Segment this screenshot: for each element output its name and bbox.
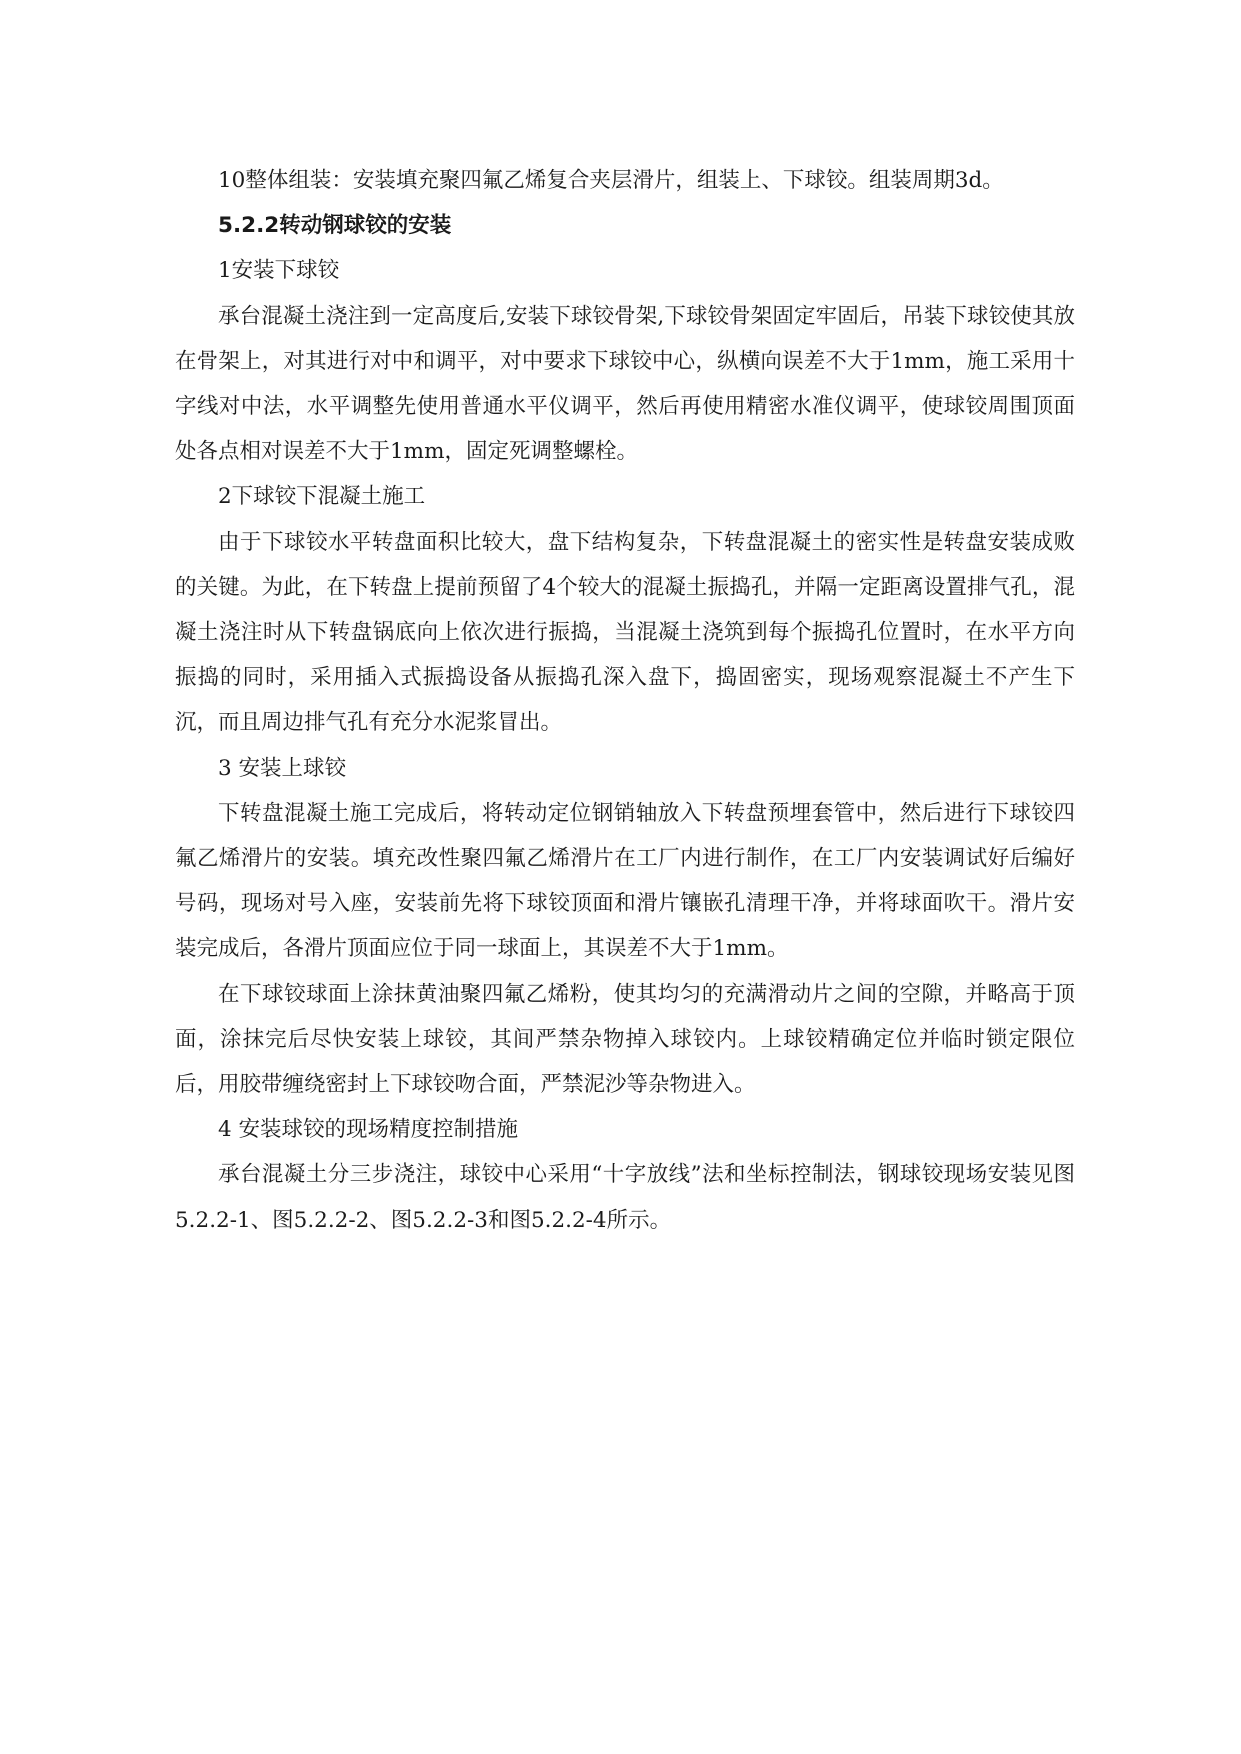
document-page	[175, 158, 1075, 1243]
paragraph-body: 下转盘混凝土施工完成后，将转动定位钢销轴放入下转盘预埋套管中，然后进行下球铰四氟乙烯滑片的安装。填充改性聚四氟乙烯滑片在工厂内进行制作，在工厂内安装调试好后编好号码，现场对号入座，安装前先将下球铰顶面和滑片镶嵌孔清理干净，并将球面吹干。滑片安装完成后，各滑片顶面应位于同一球面上，其误差不大于1mm。	[175, 800, 1075, 962]
paragraph-body: 承台混凝土分三步浇注，球铰中心采用“十字放线”法和坐标控制法，钢球铰现场安装见图5.2.2-1、图5.2.2-2、图5.2.2-3和图5.2.2-4所示。	[175, 1162, 1075, 1233]
subsection-title: 3 安装上球铰	[218, 755, 347, 781]
section-heading: 5.2.2转动钢球铰的安装	[218, 213, 452, 239]
subsection-title: 4 安装球铰的现场精度控制措施	[218, 1117, 519, 1143]
paragraph-body: 由于下球铰水平转盘面积比较大，盘下结构复杂，下转盘混凝土的密实性是转盘安装成败的关键。为此，在下转盘上提前预留了4个较大的混凝土振捣孔，并隔一定距离设置排气孔，混凝土浇注时从下转盘锅底向上依次进行振捣，当混凝土浇筑到每个振捣孔位置时，在水平方向振捣的同时，采用插入式振捣设备从振捣孔深入盘下，捣固密实，现场观察混凝土不产生下沉，而且周边排气孔有充分水泥浆冒出。	[175, 529, 1075, 736]
paragraph-body: 10整体组装：安装填充聚四氟乙烯复合夹层滑片，组装上、下球铰。组装周期3d。	[218, 168, 1004, 193]
paragraph-body: 在下球铰球面上涂抹黄油聚四氟乙烯粉，使其均匀的充满滑动片之间的空隙，并略高于顶面，涂抹完后尽快安装上球铰，其间严禁杂物掉入球铰内。上球铰精确定位并临时锁定限位后，用胶带缠绕密封上下球铰吻合面，严禁泥沙等杂物进入。	[175, 981, 1075, 1098]
subsection-title: 1安装下球铰	[218, 258, 340, 284]
paragraph-body: 承台混凝土浇注到一定高度后,安装下球铰骨架,下球铰骨架固定牢固后，吊装下球铰使其放在骨架上，对其进行对中和调平，对中要求下球铰中心，纵横向误差不大于1mm，施工采用十字线对中法，水平调整先使用普通水平仪调平，然后再使用精密水准仪调平，使球铰周围顶面处各点相对误差不大于1mm，固定死调整螺栓。	[175, 303, 1075, 465]
subsection-title: 2下球铰下混凝土施工	[218, 484, 426, 510]
